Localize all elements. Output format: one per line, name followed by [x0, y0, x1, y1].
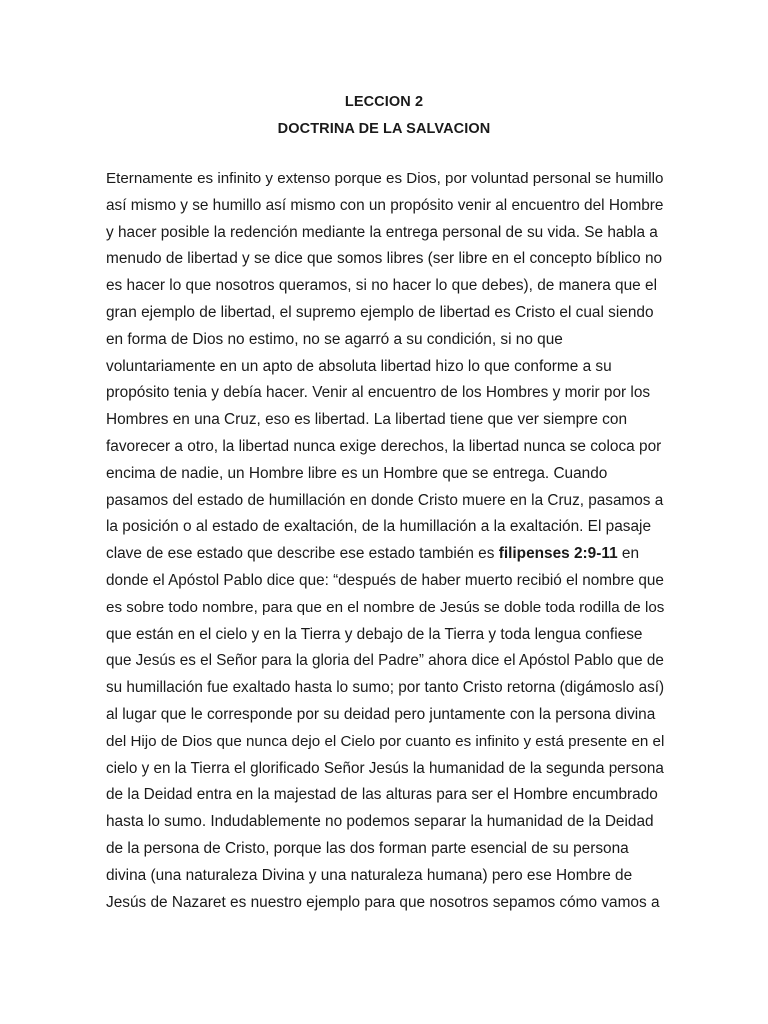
text-line [106, 675, 664, 702]
text-segment: es hacer lo que nosotros queramos, si no hacer lo que debes), de manera que el [106, 277, 657, 295]
text-line [106, 354, 664, 381]
text-line [106, 327, 664, 354]
text-line [106, 568, 664, 595]
document-title: DOCTRINA DE LA SALVACION [277, 121, 491, 137]
text-segment: en [617, 545, 640, 563]
text-line [106, 246, 664, 273]
text-segment: al lugar que le corresponde por su deidad pero juntamente con la persona divina [106, 705, 656, 723]
text-segment: hasta lo sumo. Indudablemente no podemos separar la humanidad de la Deidad [106, 813, 654, 831]
text-segment: gran ejemplo de libertad, el supremo ejemplo de libertad es Cristo el cual siendo [106, 303, 654, 321]
text-line [106, 488, 664, 515]
text-segment: cielo y en la Tierra el glorificado Señor Jesús la humanidad de la segunda persona [106, 759, 664, 777]
text-segment: la posición o al estado de exaltación, de la humillación a la exaltación. El pasaje [106, 518, 651, 536]
text-segment: menudo de libertad y se dice que somos libres (ser libre en el concepto bíblico no [106, 250, 663, 268]
text-segment: Jesús de Nazaret es nuestro ejemplo para que nosotros sepamos cómo vamos a [106, 893, 660, 911]
text-segment: voluntariamente en un apto de absoluta libertad hizo lo que conforme a su [106, 357, 612, 375]
text-segment: que están en el cielo y en la Tierra y debajo de la Tierra y toda lengua confiese [106, 625, 643, 643]
text-line [106, 702, 664, 729]
text-line [106, 863, 664, 890]
text-line [106, 380, 664, 407]
text-segment: divina (una naturaleza Divina y una naturaleza humana) pero ese Hombre de [106, 866, 633, 884]
text-line [106, 729, 664, 756]
text-segment: y hacer posible la redención mediante la entrega personal de su vida. Se habla a [106, 223, 658, 241]
text-line [106, 407, 664, 434]
text-line [106, 300, 664, 327]
text-line [106, 890, 664, 917]
text-line [106, 622, 664, 649]
text-segment: donde el Apóstol Pablo dice que: “después de haber muerto recibió el nombre que [106, 571, 664, 589]
text-line [106, 166, 664, 193]
text-line [106, 514, 664, 541]
bible-reference: filipenses 2:9-11 [498, 545, 618, 563]
text-segment: de la persona de Cristo, porque las dos forman parte esencial de su persona [106, 839, 629, 857]
text-line [106, 193, 664, 220]
text-segment: en forma de Dios no estimo, no se agarró a su condición, si no que [106, 330, 563, 348]
text-segment: de la Deidad entra en la majestad de las alturas para ser el Hombre encumbrado [106, 786, 658, 804]
text-line [106, 595, 664, 622]
body-paragraph [106, 166, 664, 916]
text-segment: clave de ese estado que describe ese estado también es [106, 545, 499, 563]
text-segment: favorecer a otro, la libertad nunca exige derechos, la libertad nunca se coloca por [106, 437, 662, 455]
lesson-heading: LECCION 2 [344, 94, 424, 110]
text-segment: pasamos del estado de humillación en donde Cristo muere en la Cruz, pasamos a [106, 491, 664, 509]
text-segment: su humillación fue exaltado hasta lo sumo; por tanto Cristo retorna (digámoslo así) [106, 679, 665, 697]
text-line [106, 782, 664, 809]
heading-block [0, 89, 768, 143]
text-line [106, 461, 664, 488]
text-segment: Eternamente es infinito y extenso porque es Dios, por voluntad personal se humillo [106, 170, 664, 187]
text-line [106, 273, 664, 300]
text-segment: encima de nadie, un Hombre libre es un Hombre que se entrega. Cuando [106, 464, 608, 482]
text-segment: del Hijo de Dios que nunca dejo el Cielo por cuanto es infinito y está presente en el [106, 732, 665, 750]
text-line [106, 648, 664, 675]
text-line [106, 541, 664, 568]
text-segment: propósito tenia y debía hacer. Venir al encuentro de los Hombres y morir por los [106, 384, 651, 402]
text-line [106, 434, 664, 461]
text-line [106, 836, 664, 863]
text-segment: Hombres en una Cruz, eso es libertad. La libertad tiene que ver siempre con [106, 411, 627, 429]
text-segment: así mismo y se humillo así mismo con un propósito venir al encuentro del Hombre [106, 196, 664, 214]
text-line [106, 809, 664, 836]
text-segment: que Jesús es el Señor para la gloria del Padre” ahora dice el Apóstol Pablo que de [106, 652, 664, 670]
text-line [106, 756, 664, 783]
text-segment: es sobre todo nombre, para que en el nombre de Jesús se doble toda rodilla de los [106, 598, 665, 616]
text-line [106, 220, 664, 247]
